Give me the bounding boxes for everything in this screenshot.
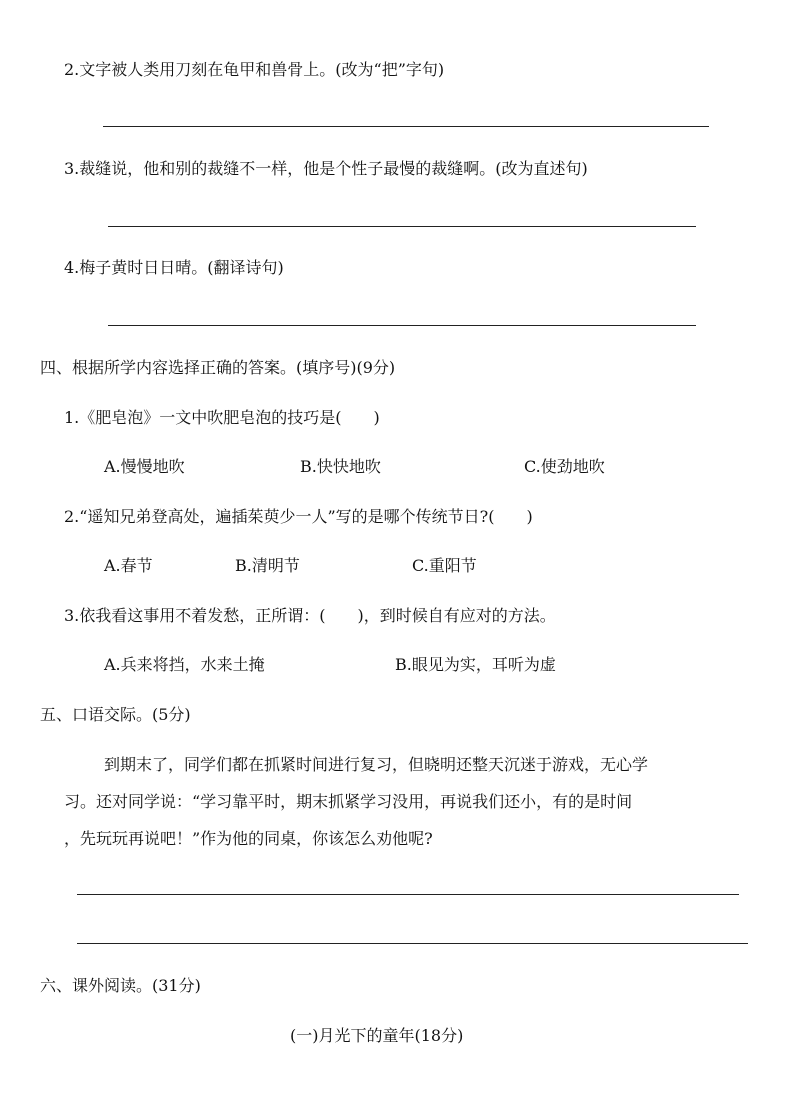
option-a[interactable]: A.春节 xyxy=(104,556,153,575)
section-heading: 六、课外阅读。(31分) xyxy=(40,976,201,995)
option-b[interactable]: B.快快地吹 xyxy=(300,457,381,476)
paragraph-line: ，先玩玩再说吧！”作为他的同桌，你该怎么劝他呢? xyxy=(64,829,433,848)
answer-line[interactable] xyxy=(103,126,709,127)
question-text: 2.文字被人类用刀刻在龟甲和兽骨上。(改为“把”字句) xyxy=(64,60,445,79)
question-text: 3.裁缝说，他和别的裁缝不一样，他是个性子最慢的裁缝啊。(改为直述句) xyxy=(64,159,588,178)
option-a[interactable]: A.慢慢地吹 xyxy=(104,457,185,476)
paragraph-line: 到期末了，同学们都在抓紧时间进行复习，但晓明还整天沉迷于游戏，无心学 xyxy=(104,755,649,774)
option-b[interactable]: B.清明节 xyxy=(235,556,300,575)
reading-title: (一)月光下的童年(18分) xyxy=(290,1026,464,1045)
answer-line[interactable] xyxy=(77,943,748,944)
question-text: 4.梅子黄时日日晴。(翻译诗句) xyxy=(64,258,284,277)
option-b[interactable]: B.眼见为实，耳听为虚 xyxy=(395,655,556,674)
section-heading: 五、口语交际。(5分) xyxy=(40,705,191,724)
answer-line[interactable] xyxy=(108,226,696,227)
question-text: 3.依我看这事用不着发愁，正所谓：( )，到时候自有应对的方法。 xyxy=(64,606,556,625)
question-text: 2.“遥知兄弟登高处，遍插茱萸少一人”写的是哪个传统节日?( ) xyxy=(64,507,533,526)
option-a[interactable]: A.兵来将挡，水来土掩 xyxy=(104,655,265,674)
answer-line[interactable] xyxy=(108,325,696,326)
question-text: 1.《肥皂泡》一文中吹肥皂泡的技巧是( ) xyxy=(64,408,380,427)
option-c[interactable]: C.重阳节 xyxy=(412,556,477,575)
paragraph-line: 习。还对同学说：“学习靠平时，期末抓紧学习没用，再说我们还小，有的是时间 xyxy=(64,792,633,811)
option-c[interactable]: C.使劲地吹 xyxy=(524,457,605,476)
answer-line[interactable] xyxy=(77,894,739,895)
section-heading: 四、根据所学内容选择正确的答案。(填序号)(9分) xyxy=(40,358,396,377)
